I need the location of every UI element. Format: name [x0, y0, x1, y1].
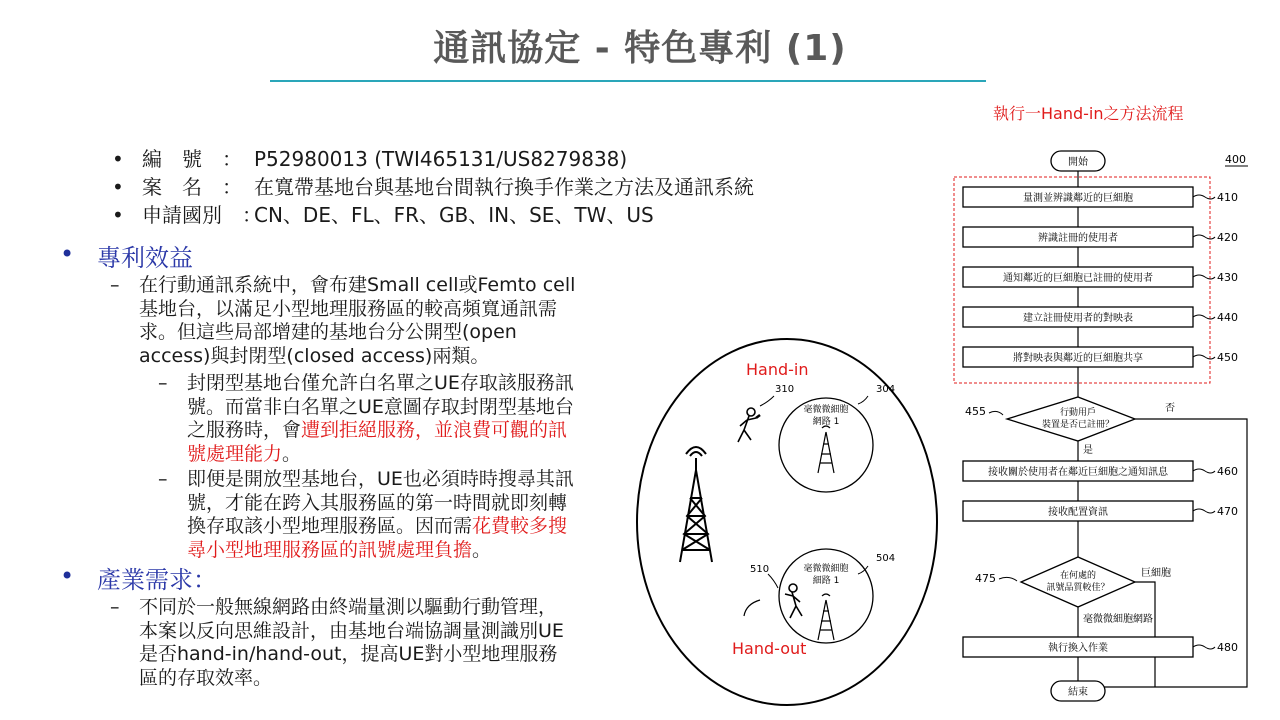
highlight-text: 遭到拒絕服務，並浪費可觀的訊	[301, 419, 568, 441]
flowchart	[945, 95, 1280, 720]
text-line: 不同於一般無線網路由終端量測以驅動行動管理，	[139, 596, 558, 618]
text-line: 在行動通訊系統中，會布建Small cell或Femto cell	[139, 274, 576, 296]
step-text: 建立註冊使用者的對映表	[1023, 313, 1133, 324]
benefit-heading: 專利效益	[97, 244, 193, 272]
text-line: 基地台，以滿足小型地理服務區的較高頻寬通訊需	[139, 297, 558, 320]
small-tower-icon	[818, 594, 834, 640]
branch-femto-label: 毫微微細胞網路	[1083, 614, 1153, 625]
step-text: 量測並辨識鄰近的巨細胞	[1023, 193, 1133, 204]
cell-label: 網路 1	[812, 417, 840, 427]
bullet-dot: •	[112, 203, 124, 227]
info-value: P52980013 (TWI465131/US8279838)	[254, 147, 628, 171]
highlight-text: 尋小型地理服務區的訊號處理負擔	[187, 538, 473, 561]
step-number: 410	[1217, 191, 1238, 204]
step-480	[963, 637, 1238, 657]
step-text: 將對映表與鄰近的巨細胞共享	[1013, 353, 1143, 364]
decision-number: 475	[975, 572, 996, 585]
text-line	[187, 443, 627, 467]
decision-text: 行動用戶	[1059, 408, 1097, 418]
step-470	[963, 501, 1238, 521]
text-line: access)與封閉型(closed access)兩類。	[139, 344, 490, 367]
macro-tower-icon	[680, 447, 712, 562]
info-case-name	[112, 175, 754, 199]
hand-in-label: Hand-in	[746, 360, 809, 379]
user-walking-icon	[744, 584, 802, 618]
ref-number: 510	[750, 564, 770, 575]
step-460	[963, 461, 1238, 481]
info-label: 案 名 ：	[142, 175, 242, 199]
benefit-paragraph	[139, 274, 629, 368]
femto-cell-1	[760, 384, 895, 492]
step-text: 通知鄰近的巨細胞已註冊的使用者	[1003, 273, 1153, 284]
step-number: 480	[1217, 641, 1238, 654]
ref-number: 310	[775, 384, 795, 395]
info-value: CN、DE、FL、FR、GB、IN、SE、TW、US	[254, 203, 654, 227]
step-number: 430	[1217, 271, 1238, 284]
cell-label: 毫微微細胞	[803, 405, 849, 415]
text-line	[187, 419, 627, 443]
industry-heading: 產業需求：	[97, 566, 217, 594]
small-tower-icon	[818, 426, 834, 473]
industry-paragraph	[139, 596, 629, 690]
dash-marker: –	[110, 596, 120, 618]
decision-text: 訊號品質較佳？	[1046, 583, 1110, 593]
info-label: 編 號 ：	[142, 147, 242, 171]
decision-registered	[965, 397, 1175, 456]
text-line: 號，才能在跨入其服務區的第一時間就即刻轉	[187, 491, 568, 514]
decision-text: 裝置是否已註冊？	[1041, 420, 1115, 430]
text-line: 是否hand-in/hand-out，提高UE對小型地理服務	[139, 643, 558, 665]
step-430	[963, 267, 1238, 287]
branch-no-label: 否	[1165, 403, 1175, 414]
bullet-dot: •	[112, 175, 124, 199]
text-span: 之服務時，會	[187, 419, 302, 441]
branch-yes-label: 是	[1083, 445, 1093, 456]
step-number: 420	[1217, 231, 1238, 244]
hand-out-label: Hand-out	[732, 639, 807, 658]
title-divider	[270, 80, 986, 82]
text-line	[187, 539, 627, 563]
text-line: 封閉型基地台僅允許白名單之UE存取該服務訊	[187, 372, 574, 394]
decision-text: 在何處的	[1059, 571, 1097, 581]
text-line: 即便是開放型基地台，UE也必須時時搜尋其訊	[187, 468, 574, 490]
ref-number: 304	[876, 384, 896, 395]
start-label: 開始	[1068, 157, 1088, 168]
flowchart-caption: 執行一Hand-in之方法流程	[993, 104, 1184, 123]
user-walking-icon	[738, 408, 760, 442]
info-number	[112, 147, 627, 171]
closed-type-paragraph	[187, 372, 627, 466]
step-450	[963, 347, 1238, 367]
info-label: 申請國別 ：	[142, 203, 262, 227]
step-number: 440	[1217, 311, 1238, 324]
cell-label: 細路 1	[812, 576, 840, 586]
step-410	[963, 187, 1238, 207]
text-line: 號。而當非白名單之UE意圖存取封閉型基地台	[187, 395, 574, 418]
step-number: 470	[1217, 505, 1238, 518]
page-title: 通訊協定 - 特色專利 (1)	[433, 28, 847, 69]
figure-number: 400	[1225, 153, 1246, 166]
decision-signal-quality	[975, 557, 1171, 625]
step-text: 接收配置資訊	[1048, 507, 1108, 518]
text-line: 求。但這些局部增建的基地台分公開型(open	[139, 321, 517, 343]
step-420	[963, 227, 1238, 247]
step-text: 執行換入作業	[1048, 643, 1108, 654]
text-line: 區的存取效率。	[139, 666, 273, 689]
text-span: 換存取該小型地理服務區。因而需	[187, 515, 473, 537]
ref-number: 504	[876, 553, 896, 564]
branch-macro-label: 巨細胞	[1141, 568, 1171, 579]
dash-marker: –	[158, 468, 168, 490]
network-diagram	[630, 330, 950, 720]
dash-marker: –	[110, 274, 120, 296]
highlight-text: 花費較多搜	[472, 515, 568, 537]
open-type-paragraph	[187, 468, 627, 562]
bullet-dot: •	[60, 240, 75, 268]
text-line: 本案以反向思維設計，由基地台端協調量測識別UE	[139, 619, 564, 642]
step-text: 接收關於使用者在鄰近巨細胞之通知訊息	[988, 467, 1168, 478]
bullet-dot: •	[112, 147, 124, 171]
cell-label: 毫微微細胞	[803, 564, 849, 574]
text-span: 。	[472, 538, 492, 561]
text-span: 。	[282, 442, 302, 465]
step-number: 450	[1217, 351, 1238, 364]
decision-number: 455	[965, 405, 986, 418]
end-label: 結束	[1068, 687, 1088, 698]
step-440	[963, 307, 1238, 327]
bullet-dot: •	[60, 562, 75, 590]
femto-cell-2	[750, 549, 895, 643]
info-value: 在寬帶基地台與基地台間執行換手作業之方法及通訊系統	[254, 175, 754, 199]
step-number: 460	[1217, 465, 1238, 478]
text-line	[187, 515, 627, 539]
highlight-text: 號處理能力	[187, 442, 283, 465]
info-countries	[112, 203, 654, 227]
step-text: 辨識註冊的使用者	[1038, 233, 1118, 244]
dash-marker: –	[158, 372, 168, 394]
